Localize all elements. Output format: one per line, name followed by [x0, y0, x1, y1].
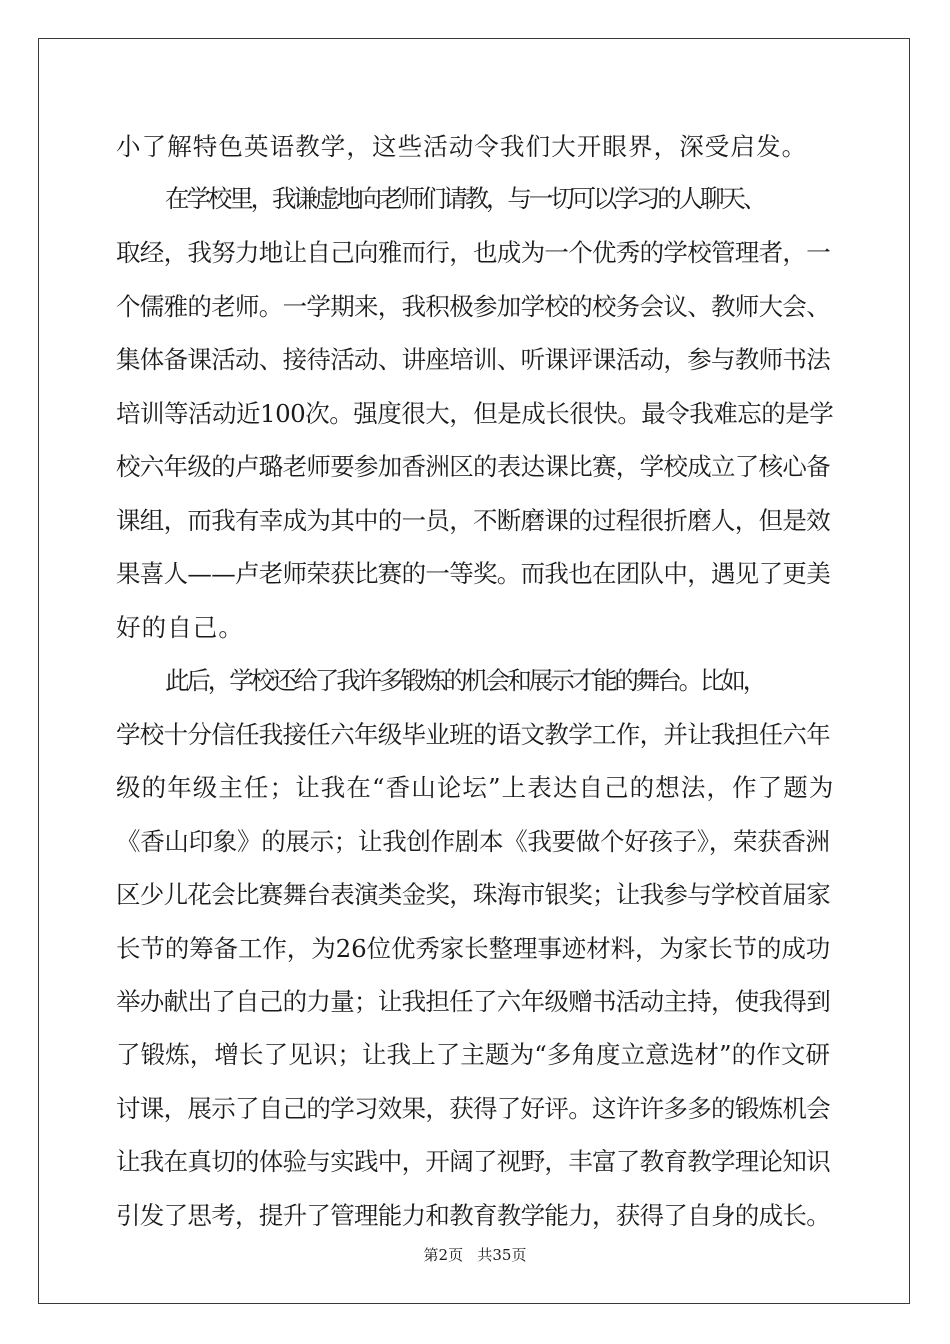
text-line: 个儒雅的老师。一学期来，我积极参加学校的校务会议、教师大会、 — [116, 292, 830, 321]
text-line: 课组，而我有幸成为其中的一员，不断磨课的过程很折磨人，但是效 — [116, 506, 830, 535]
text-line: 级的年级主任；让我在“香山论坛”上表达自己的想法，作了题为 — [116, 773, 835, 802]
text-line: 集体备课活动、接待活动、讲座培训、听课评课活动，参与教师书法 — [116, 345, 830, 374]
text-line: 果喜人——卢老师荣获比赛的一等奖。而我也在团队中，遇见了更美 — [116, 559, 830, 588]
text-line: 了锻炼，增长了见识；让我上了主题为“多角度立意选材”的作文研 — [116, 1040, 831, 1069]
text-line: 好的自己。 — [116, 613, 244, 642]
text-line: 取经，我努力地让自己向雅而行，也成为一个优秀的学校管理者，一 — [116, 238, 830, 267]
text-line: 在学校里，我谦虚地向老师们请教，与一切可以学习的人聊天、 — [165, 184, 765, 213]
page-number: 第2页 共35页 — [423, 1246, 527, 1264]
text-line: 讨课，展示了自己的学习效果，获得了好评。这许许多多的锻炼机会 — [116, 1094, 830, 1123]
text-line: 此后，学校还给了我许多锻炼的机会和展示才能的舞台。比如， — [165, 666, 765, 695]
text-line: 培训等活动近100次。强度很大，但是成长很快。最令我难忘的是学 — [116, 399, 834, 428]
text-line: 长节的筹备工作，为26位优秀家长整理事迹材料，为家长节的成功 — [116, 934, 831, 963]
text-line: 区少儿花会比赛舞台表演类金奖，珠海市银奖；让我参与学校首届家 — [116, 880, 830, 909]
text-line: 小了解特色英语教学，这些活动令我们大开眼界，深受启发。 — [116, 132, 808, 161]
text-line: 引发了思考，提升了管理能力和教育教学能力，获得了自身的成长。 — [116, 1201, 830, 1230]
text-line: 校六年级的卢璐老师要参加香洲区的表达课比赛，学校成立了核心备 — [116, 452, 830, 481]
text-line: 学校十分信任我接任六年级毕业班的语文教学工作，并让我担任六年 — [116, 720, 830, 749]
text-line: 举办献出了自己的力量；让我担任了六年级赠书活动主持，使我得到 — [116, 987, 830, 1016]
text-line: 让我在真切的体验与实践中，开阔了视野，丰富了教育教学理论知识 — [116, 1147, 830, 1176]
text-line: 《香山印象》的展示；让我创作剧本《我要做个好孩子》，荣获香洲 — [116, 827, 830, 856]
